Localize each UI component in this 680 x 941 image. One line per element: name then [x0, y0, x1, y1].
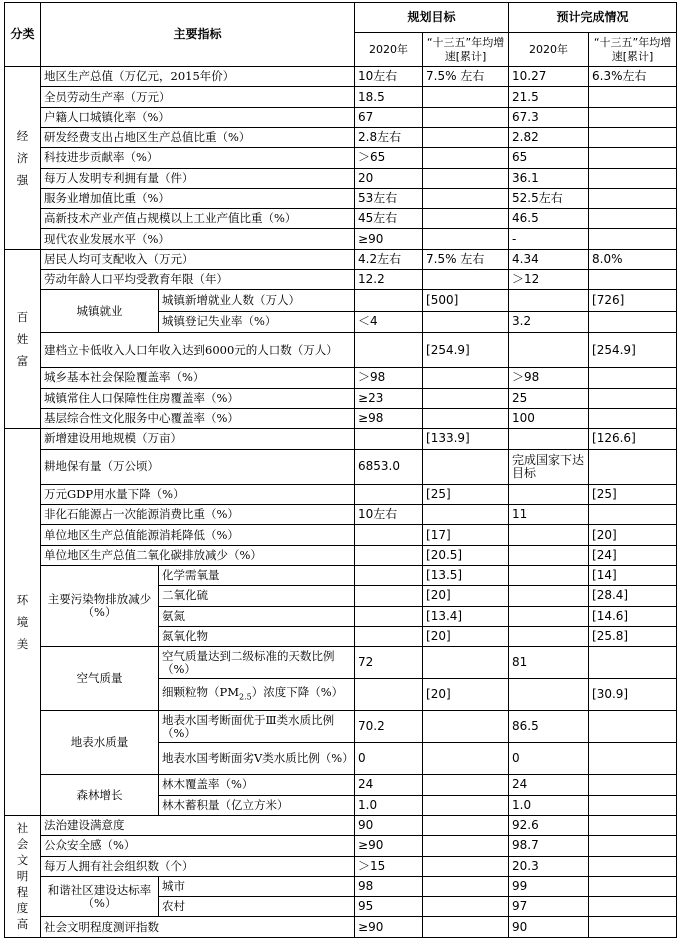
expected-2020-value: 36.1 — [509, 168, 589, 188]
plan-growth-value: 7.5% 左右 — [423, 67, 509, 87]
expected-growth-value — [589, 148, 677, 168]
plan-growth-value — [423, 775, 509, 795]
expected-2020-value: 10.27 — [509, 67, 589, 87]
plan-2020-value — [355, 565, 423, 585]
expected-2020-value: 25 — [509, 388, 589, 408]
expected-2020-value: ＞98 — [509, 368, 589, 388]
plan-growth-value — [423, 368, 509, 388]
expected-2020-value: 81 — [509, 647, 589, 679]
table-row — [5, 815, 677, 835]
plan-growth-value: [20] — [423, 679, 509, 711]
expected-growth-value — [589, 168, 677, 188]
plan-growth-value — [423, 229, 509, 249]
indicator-name: 林木覆盖率（%） — [159, 775, 355, 795]
plan-2020-value: 4.2左右 — [355, 249, 423, 269]
expected-growth-value: [24] — [589, 545, 677, 565]
indicator-name: 服务业增加值比重（%） — [41, 188, 355, 208]
indicator-table — [4, 2, 677, 938]
plan-growth-value — [423, 647, 509, 679]
expected-2020-value: 97 — [509, 897, 589, 917]
indicator-name: 农村 — [159, 897, 355, 917]
table-row — [5, 148, 677, 168]
table-row — [5, 67, 677, 87]
indicator-name: 非化石能源占一次能源消费比重（%） — [41, 505, 355, 525]
plan-growth-value: [25] — [423, 484, 509, 504]
plan-2020-value: 24 — [355, 775, 423, 795]
plan-2020-value: 10左右 — [355, 67, 423, 87]
expected-growth-value — [589, 815, 677, 835]
expected-2020-value: 90 — [509, 917, 589, 938]
plan-growth-value: [13.4] — [423, 606, 509, 626]
plan-2020-value: 12.2 — [355, 270, 423, 290]
expected-growth-value: [30.9] — [589, 679, 677, 711]
plan-2020-value: 67 — [355, 107, 423, 127]
expected-2020-value — [509, 606, 589, 626]
table-row — [5, 270, 677, 290]
expected-growth-value: [726] — [589, 290, 677, 311]
expected-growth-value — [589, 209, 677, 229]
expected-growth-value — [589, 836, 677, 856]
header-expected-year: 2020年 — [509, 32, 589, 66]
header-expected-growth: “十三五”年均增速[累计] — [589, 32, 677, 66]
expected-2020-value: 86.5 — [509, 711, 589, 743]
expected-growth-value: [14.6] — [589, 606, 677, 626]
expected-2020-value: 92.6 — [509, 815, 589, 835]
table-row — [5, 856, 677, 876]
expected-2020-value: 67.3 — [509, 107, 589, 127]
plan-growth-value — [423, 87, 509, 107]
expected-2020-value: 21.5 — [509, 87, 589, 107]
plan-growth-value — [423, 917, 509, 938]
table-row — [5, 388, 677, 408]
expected-growth-value — [589, 917, 677, 938]
indicator-name: 新增建设用地规模（万亩） — [41, 429, 355, 449]
expected-growth-value: [28.4] — [589, 586, 677, 606]
expected-growth-value: [25.8] — [589, 626, 677, 646]
plan-2020-value: ＞65 — [355, 148, 423, 168]
table-row — [5, 429, 677, 449]
table-row — [5, 408, 677, 428]
expected-growth-value — [589, 711, 677, 743]
plan-2020-value: 45左右 — [355, 209, 423, 229]
plan-2020-value: ＞15 — [355, 856, 423, 876]
plan-growth-value — [423, 311, 509, 332]
plan-2020-value — [355, 545, 423, 565]
plan-growth-value: [13.5] — [423, 565, 509, 585]
subgroup-pollutants: 主要污染物排放减少（%） — [41, 565, 159, 646]
plan-2020-value: ≥23 — [355, 388, 423, 408]
indicator-name: 化学需氧量 — [159, 565, 355, 585]
plan-growth-value — [423, 168, 509, 188]
plan-2020-value: 2.8左右 — [355, 127, 423, 147]
expected-2020-value: 99 — [509, 876, 589, 896]
indicator-name: 空气质量达到二级标准的天数比例（%） — [159, 647, 355, 679]
table-row — [5, 368, 677, 388]
expected-growth-value — [589, 388, 677, 408]
table-row — [5, 711, 677, 743]
expected-growth-value — [589, 775, 677, 795]
expected-2020-value: - — [509, 229, 589, 249]
subgroup-air_quality: 空气质量 — [41, 647, 159, 711]
expected-2020-value — [509, 484, 589, 504]
plan-2020-value — [355, 429, 423, 449]
header-expected: 预计完成情况 — [509, 3, 677, 33]
subgroup-urban_employment: 城镇就业 — [41, 290, 159, 333]
subgroup-forest_growth: 森林增长 — [41, 775, 159, 816]
plan-2020-value — [355, 333, 423, 368]
plan-growth-value — [423, 795, 509, 815]
plan-growth-value: 7.5% 左右 — [423, 249, 509, 269]
expected-2020-value: 20.3 — [509, 856, 589, 876]
category-society — [5, 815, 41, 937]
expected-growth-value — [589, 270, 677, 290]
indicator-name: 单位地区生产总值二氧化碳排放减少（%） — [41, 545, 355, 565]
table-row — [5, 545, 677, 565]
expected-2020-value — [509, 333, 589, 368]
indicator-name: 地表水国考断面劣Ⅴ类水质比例（%） — [159, 743, 355, 775]
plan-2020-value: 6853.0 — [355, 449, 423, 484]
table-row — [5, 775, 677, 795]
plan-2020-value — [355, 679, 423, 711]
table-row — [5, 876, 677, 896]
plan-2020-value — [355, 606, 423, 626]
expected-2020-value — [509, 545, 589, 565]
expected-growth-value — [589, 897, 677, 917]
indicator-name-subscript: 2.5 — [239, 692, 252, 702]
indicator-name: 全员劳动生产率（万元） — [41, 87, 355, 107]
category-label: 环境美 — [16, 593, 29, 652]
indicator-name: 每万人发明专利拥有量（件） — [41, 168, 355, 188]
expected-growth-value: 6.3%左右 — [589, 67, 677, 87]
plan-2020-value: ≥90 — [355, 917, 423, 938]
table-row — [5, 249, 677, 269]
table-row — [5, 107, 677, 127]
indicator-name: 社会文明程度测评指数 — [41, 917, 355, 938]
plan-growth-value — [423, 815, 509, 835]
plan-2020-value — [355, 586, 423, 606]
table-row — [5, 525, 677, 545]
indicator-name: 单位地区生产总值能源消耗降低（%） — [41, 525, 355, 545]
plan-growth-value — [423, 836, 509, 856]
expected-2020-value — [509, 290, 589, 311]
expected-2020-value: 2.82 — [509, 127, 589, 147]
expected-growth-value — [589, 311, 677, 332]
plan-growth-value: [20] — [423, 626, 509, 646]
table-row — [5, 209, 677, 229]
indicator-name: 法治建设满意度 — [41, 815, 355, 835]
expected-2020-value — [509, 586, 589, 606]
plan-2020-value: 98 — [355, 876, 423, 896]
header-indicator: 主要指标 — [41, 3, 355, 67]
table-row — [5, 290, 677, 311]
plan-2020-value: ≥90 — [355, 229, 423, 249]
expected-growth-value — [589, 229, 677, 249]
plan-2020-value: 90 — [355, 815, 423, 835]
expected-2020-value: 4.34 — [509, 249, 589, 269]
expected-2020-value: 98.7 — [509, 836, 589, 856]
plan-2020-value — [355, 626, 423, 646]
plan-growth-value — [423, 711, 509, 743]
plan-2020-value: 18.5 — [355, 87, 423, 107]
table-row — [5, 484, 677, 504]
category-label: 经济强 — [16, 128, 29, 187]
table-row — [5, 333, 677, 368]
expected-2020-value: 0 — [509, 743, 589, 775]
expected-2020-value: ＞12 — [509, 270, 589, 290]
header-plan-target: 规划目标 — [355, 3, 509, 33]
indicator-name: 高新技术产业产值占规模以上工业产值比重（%） — [41, 209, 355, 229]
expected-growth-value — [589, 188, 677, 208]
subgroup-water_quality: 地表水质量 — [41, 711, 159, 775]
indicator-name: 万元GDP用水量下降（%） — [41, 484, 355, 504]
expected-2020-value — [509, 429, 589, 449]
plan-2020-value — [355, 290, 423, 311]
indicator-name: 地区生产总值（万亿元，2015年价） — [41, 67, 355, 87]
plan-2020-value: ≥98 — [355, 408, 423, 428]
plan-growth-value — [423, 449, 509, 484]
table-row — [5, 127, 677, 147]
table-row — [5, 229, 677, 249]
expected-growth-value — [589, 107, 677, 127]
subgroup-harmonious_community: 和谐社区建设达标率（%） — [41, 876, 159, 917]
indicator-name: 每万人拥有社会组织数（个） — [41, 856, 355, 876]
expected-growth-value: [25] — [589, 484, 677, 504]
expected-2020-value: 11 — [509, 505, 589, 525]
category-environment — [5, 429, 41, 816]
plan-growth-value — [423, 188, 509, 208]
expected-2020-value — [509, 565, 589, 585]
category-people — [5, 249, 41, 428]
table-row — [5, 188, 677, 208]
plan-2020-value: 53左右 — [355, 188, 423, 208]
indicator-name: 公众安全感（%） — [41, 836, 355, 856]
plan-growth-value — [423, 148, 509, 168]
plan-2020-value: 10左右 — [355, 505, 423, 525]
category-label: 百姓富 — [16, 309, 29, 368]
indicator-name: 城镇常住人口保障性住房覆盖率（%） — [41, 388, 355, 408]
indicator-name: 氮氧化物 — [159, 626, 355, 646]
expected-growth-value — [589, 876, 677, 896]
expected-growth-value — [589, 743, 677, 775]
table-row — [5, 647, 677, 679]
header-plan-year: 2020年 — [355, 32, 423, 66]
indicator-name: 居民人均可支配收入（万元） — [41, 249, 355, 269]
plan-growth-value — [423, 876, 509, 896]
plan-growth-value — [423, 505, 509, 525]
indicator-name: 林木蓄积量（亿立方米） — [159, 795, 355, 815]
plan-growth-value — [423, 743, 509, 775]
indicator-name: 城镇登记失业率（%） — [159, 311, 355, 332]
expected-2020-value: 52.5左右 — [509, 188, 589, 208]
indicator-name: 二氧化硫 — [159, 586, 355, 606]
expected-growth-value — [589, 449, 677, 484]
expected-2020-value: 24 — [509, 775, 589, 795]
plan-growth-value — [423, 127, 509, 147]
expected-2020-value — [509, 679, 589, 711]
plan-growth-value — [423, 856, 509, 876]
plan-2020-value: 72 — [355, 647, 423, 679]
expected-growth-value: [20] — [589, 525, 677, 545]
plan-growth-value — [423, 107, 509, 127]
expected-2020-value: 3.2 — [509, 311, 589, 332]
expected-growth-value: 8.0% — [589, 249, 677, 269]
expected-2020-value: 100 — [509, 408, 589, 428]
expected-2020-value — [509, 626, 589, 646]
plan-2020-value — [355, 525, 423, 545]
indicator-name — [159, 679, 355, 711]
indicator-name: 城市 — [159, 876, 355, 896]
indicator-name: 城乡基本社会保险覆盖率（%） — [41, 368, 355, 388]
expected-growth-value — [589, 87, 677, 107]
category-label: 社会文明程度高 — [16, 821, 29, 932]
indicator-name: 地表水国考断面优于Ⅲ类水质比例（%） — [159, 711, 355, 743]
expected-growth-value — [589, 856, 677, 876]
plan-growth-value — [423, 209, 509, 229]
expected-2020-value: 1.0 — [509, 795, 589, 815]
expected-growth-value — [589, 505, 677, 525]
plan-growth-value: [17] — [423, 525, 509, 545]
plan-growth-value — [423, 408, 509, 428]
indicator-name: 建档立卡低收入人口年收入达到6000元的人口数（万人） — [41, 333, 355, 368]
expected-2020-value — [509, 525, 589, 545]
plan-growth-value: [500] — [423, 290, 509, 311]
table-row — [5, 87, 677, 107]
expected-growth-value: [14] — [589, 565, 677, 585]
plan-growth-value — [423, 897, 509, 917]
table-row — [5, 505, 677, 525]
table-row — [5, 168, 677, 188]
expected-growth-value — [589, 127, 677, 147]
indicator-name: 氨氮 — [159, 606, 355, 626]
plan-2020-value: 95 — [355, 897, 423, 917]
indicator-name: 基层综合性文化服务中心覆盖率（%） — [41, 408, 355, 428]
plan-growth-value: [133.9] — [423, 429, 509, 449]
indicator-name: 劳动年龄人口平均受教育年限（年） — [41, 270, 355, 290]
expected-2020-value: 65 — [509, 148, 589, 168]
expected-growth-value — [589, 795, 677, 815]
indicator-name: 耕地保有量（万公顷） — [41, 449, 355, 484]
table-row — [5, 449, 677, 484]
header-plan-growth: “十三五”年均增速[累计] — [423, 32, 509, 66]
category-economy — [5, 67, 41, 250]
header-category: 分类 — [5, 3, 41, 67]
indicator-name: 户籍人口城镇化率（%） — [41, 107, 355, 127]
expected-growth-value: [126.6] — [589, 429, 677, 449]
table-row — [5, 836, 677, 856]
expected-2020-value: 完成国家下达目标 — [509, 449, 589, 484]
plan-growth-value: [20.5] — [423, 545, 509, 565]
expected-growth-value — [589, 647, 677, 679]
plan-growth-value — [423, 270, 509, 290]
plan-2020-value: ≥90 — [355, 836, 423, 856]
plan-2020-value: ＜4 — [355, 311, 423, 332]
plan-2020-value — [355, 484, 423, 504]
plan-2020-value: 20 — [355, 168, 423, 188]
indicator-name: 城镇新增就业人数（万人） — [159, 290, 355, 311]
table-row — [5, 917, 677, 938]
plan-growth-value — [423, 388, 509, 408]
plan-2020-value: ＞98 — [355, 368, 423, 388]
expected-growth-value — [589, 408, 677, 428]
indicator-name: 现代农业发展水平（%） — [41, 229, 355, 249]
plan-growth-value: [20] — [423, 586, 509, 606]
indicator-name-part: 细颗粒物（PM — [162, 685, 240, 700]
plan-2020-value: 70.2 — [355, 711, 423, 743]
expected-growth-value — [589, 368, 677, 388]
plan-2020-value: 0 — [355, 743, 423, 775]
indicator-name-part: ）浓度下降（%） — [251, 685, 344, 700]
expected-growth-value: [254.9] — [589, 333, 677, 368]
indicator-name: 研发经费支出占地区生产总值比重（%） — [41, 127, 355, 147]
plan-growth-value: [254.9] — [423, 333, 509, 368]
table-row — [5, 565, 677, 585]
indicator-name: 科技进步贡献率（%） — [41, 148, 355, 168]
expected-2020-value: 46.5 — [509, 209, 589, 229]
plan-2020-value: 1.0 — [355, 795, 423, 815]
